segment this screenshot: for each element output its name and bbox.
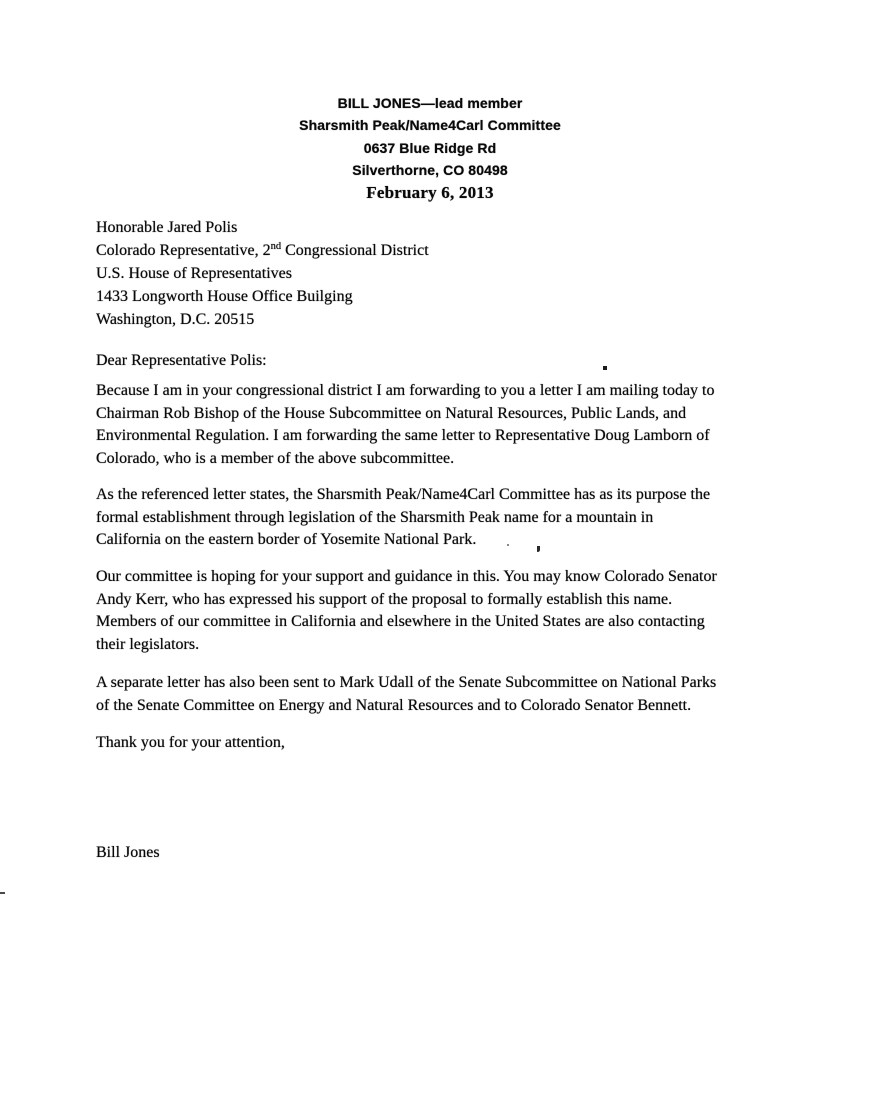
body-paragraph-2 — [96, 484, 764, 552]
paragraph-line: their legislators. — [96, 636, 200, 654]
paragraph-line: Our committee is hoping for your support and guidance in this. You may know Colorado Senator — [96, 568, 717, 585]
recipient-address — [96, 216, 764, 331]
paragraph-line: Andy Kerr, who has expressed his support of the proposal to formally establish this name. — [96, 590, 673, 608]
recipient-title — [96, 239, 764, 262]
closing-line: Thank you for your attention, — [96, 734, 285, 751]
ordinal-superscript: nd — [270, 241, 282, 252]
recipient-title-suffix: Congressional District — [281, 242, 429, 259]
paragraph-line: A separate letter has also been sent to Mark Udall of the Senate Subcommittee on National Parks — [96, 674, 717, 691]
letterhead-street: 0637 Blue Ridge Rd — [363, 139, 497, 156]
letterhead — [96, 92, 764, 204]
paragraph-line: Members of our committee in California and elsewhere in the United States are also contacting — [96, 613, 705, 631]
paragraph-line: Chairman Rob Bishop of the House Subcommittee on Natural Resources, Public Lands, and — [96, 404, 687, 422]
body-paragraph-4 — [96, 672, 764, 717]
body-paragraph-1 — [96, 380, 764, 471]
signature-name: Bill Jones — [96, 844, 160, 861]
paragraph-line: formal establishment through legislation of the Sharsmith Peak name for a mountain in — [96, 508, 654, 526]
recipient-institution: U.S. House of Representatives — [96, 265, 292, 282]
letterhead-committee: Sharsmith Peak/Name4Carl Committee — [299, 117, 561, 134]
letter-date: February 6, 2013 — [366, 182, 494, 202]
scan-speck — [537, 546, 540, 552]
paragraph-line: Environmental Regulation. I am forwarding the same letter to Representative Doug Lamborn of — [96, 427, 710, 445]
body-paragraph-3 — [96, 566, 764, 657]
scan-speck — [603, 366, 607, 370]
letterhead-city-state-zip: Silverthorne, CO 80498 — [352, 162, 508, 179]
scan-speck — [0, 892, 5, 894]
scan-speck — [507, 544, 509, 546]
paragraph-line: California on the eastern border of Yosemite National Park. — [96, 531, 477, 549]
recipient-city: Washington, D.C. 20515 — [96, 311, 255, 328]
paragraph-line: of the Senate Committee on Energy and Natural Resources and to Colorado Senator Bennett. — [96, 696, 692, 714]
salutation: Dear Representative Polis: — [96, 352, 267, 369]
paragraph-line: Because I am in your congressional district I am forwarding to you a letter I am mailing today to — [96, 382, 715, 399]
paragraph-line: As the referenced letter states, the Sharsmith Peak/Name4Carl Committee has as its purpose the — [96, 486, 711, 503]
recipient-street: 1433 Longworth House Office Builging — [96, 288, 353, 305]
recipient-name: Honorable Jared Polis — [96, 219, 238, 236]
letterhead-sender-name: BILL JONES—lead member — [337, 95, 523, 111]
paragraph-line: Colorado, who is a member of the above subcommittee. — [96, 450, 455, 468]
recipient-title-prefix: Colorado Representative, 2 — [96, 242, 271, 259]
